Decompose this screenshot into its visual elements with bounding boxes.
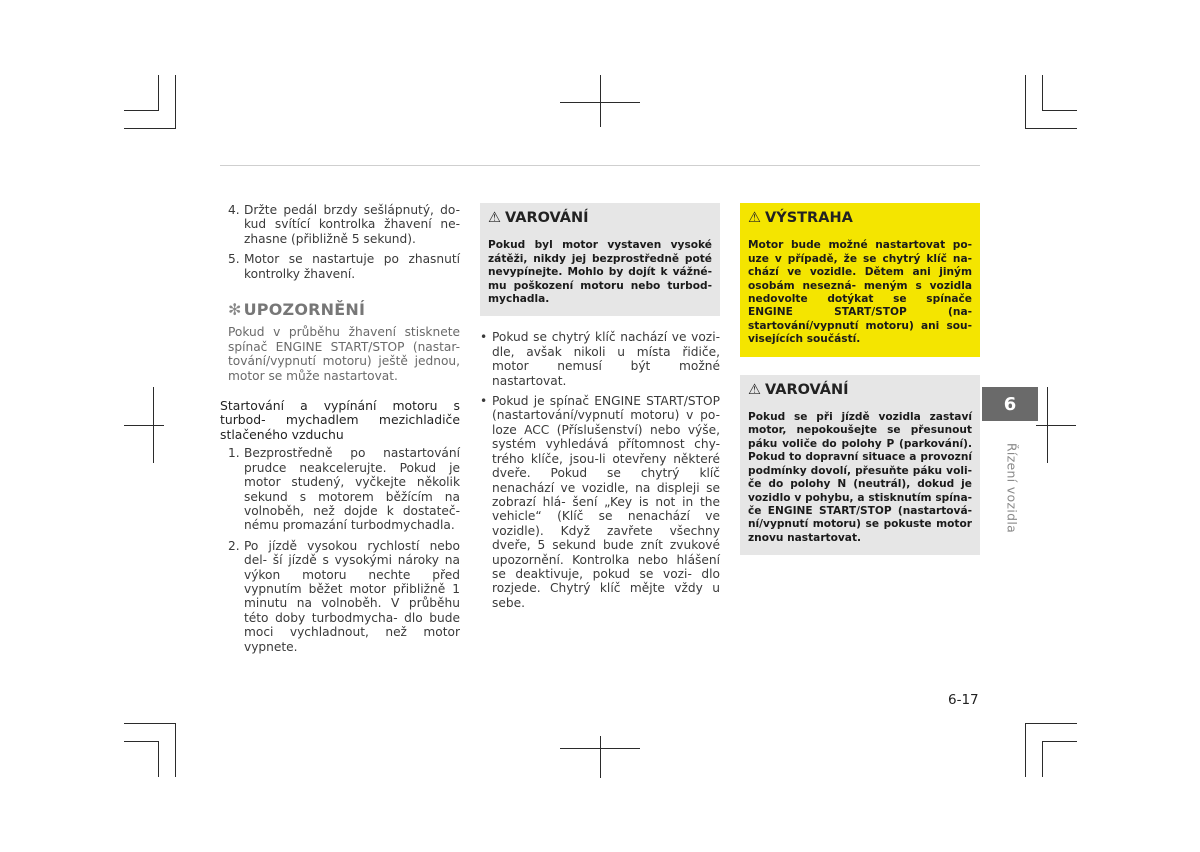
warning-box [480, 203, 720, 316]
crop-mark [1042, 110, 1077, 111]
crop-mark [600, 736, 601, 778]
chapter-title: Řízení vozidla [1004, 442, 1019, 534]
warning-box [740, 375, 980, 555]
notice-text: Pokud v průběhu žhavení stisknete spínač ENGINE START/STOP (nastar- tování/vypnutí motoru) ještě jednou, motor se může nastartovat. [228, 325, 460, 383]
crop-mark [153, 387, 154, 463]
chapter-title-vertical [1004, 438, 1019, 538]
crop-mark [175, 723, 176, 777]
crop-mark [1042, 741, 1043, 777]
middle-column [480, 203, 720, 616]
step-text: Po jízdě vysokou rychlostí nebo del- ší jízdě s vysokými nároky na výkon motoru nechte před vypnutím běžet motor přibližně 1 minutu na volnoběh. V průběhu této doby turbodmycha- dlo bude moci vychladnout, než motor vypnete. [244, 538, 460, 654]
crop-mark [1042, 75, 1043, 111]
section-subheading: Startování a vypínání motoru s turbod- mychadlem mezichladiče stlačeného vzduchu [220, 398, 460, 442]
list-item [228, 446, 460, 532]
steps-list-top [228, 203, 460, 281]
right-column [740, 203, 980, 555]
warning-triangle-icon: ⚠ [748, 210, 761, 226]
warning-title: VAROVÁNÍ [765, 381, 849, 398]
list-item [228, 203, 460, 246]
crop-mark [1047, 387, 1048, 463]
warning-title: VAROVÁNÍ [505, 210, 589, 226]
crop-mark [1025, 723, 1077, 724]
crop-mark [1025, 75, 1026, 129]
list-item: • Pokud se chytrý klíč nachází ve vozi- dle, avšak nikoli u místa řidiče, motor nemusí být možné nastartovat. [480, 330, 720, 388]
left-column [220, 203, 460, 660]
warning-text: Pokud se při jízdě vozidla zastaví motor, nepokoušejte se přesunout páku voliče do polohy P (parkování). Pokud to dopravní situace a provozní podmínky dovolí, přesuňte páku voli- če do polohy N (neutrál), dokud je vozidlo v pohybu, a stisknutím spína- če ENGINE START/STOP (nastartová- ní/vypnutí motoru) se pokuste motor znovu nastartovat. [748, 411, 972, 544]
step-number: 5. [228, 252, 240, 267]
crop-mark [158, 75, 159, 111]
step-text: Bezprostředně po nastartování prudce neakcelerujte. Pokud je motor studený, vyčkejte několik sekund s motorem běžícím na volnoběh, než dojde k dostateč- nému promazání turbodmychadla. [244, 446, 460, 533]
caution-title: VÝSTRAHA [765, 210, 853, 226]
step-number: 4. [228, 203, 240, 217]
crop-mark [1025, 128, 1077, 129]
crop-mark [1042, 741, 1077, 742]
crop-mark [124, 741, 159, 742]
crop-mark [1036, 425, 1076, 426]
asterisk-icon: ✻ [228, 300, 242, 320]
warning-heading [748, 383, 972, 397]
bullet-list [480, 330, 720, 610]
step-number: 2. [228, 538, 240, 553]
notice-heading [228, 300, 460, 320]
crop-mark [124, 110, 159, 111]
list-item: • Pokud je spínač ENGINE START/STOP (nastartování/vypnutí motoru) v po- loze ACC (Příslušenství) nebo výše, systém vyhledává přítomnost chy- trého klíče, jsou-li otevřeny některé dveře. Pokud se chytrý klíč nenachází ve vozidle, na displeji se zobrazí hlá- šení „Key is not in the vehicle“ (Klíč se nenachází ve vozidle). Když zavřete všechny dveře, 5 sekund bude znít zvukové upozornění. Kontrolka nebo hlášení se deaktivuje, pokud se vozi- dlo rozjede. Chytrý klíč mějte vždy u sebe. [480, 394, 720, 610]
list-item [228, 252, 460, 281]
warning-heading [488, 211, 712, 225]
crop-mark [124, 425, 164, 426]
warning-triangle-icon: ⚠ [748, 381, 761, 398]
step-text: Držte pedál brzdy sešlápnutý, do- kud svítící kontrolka žhavení ne- zhasne (přibližně 5 sekund). [244, 203, 460, 246]
step-number: 1. [228, 446, 240, 461]
chapter-number-tab: 6 [982, 387, 1038, 421]
warning-text: Pokud byl motor vystaven vysoké zátěži, nikdy jej bezprostředně poté nevypínejte. Mohlo by dojít k vážné- mu poškození motoru nebo turbod- mychadla. [488, 239, 712, 306]
steps-list-bottom [228, 446, 460, 654]
crop-mark [124, 723, 176, 724]
step-text: Motor se nastartuje po zhasnutí kontrolky žhavení. [244, 252, 460, 281]
crop-mark [124, 128, 176, 129]
crop-mark [1025, 723, 1026, 777]
crop-mark [600, 75, 601, 127]
header-rule [220, 165, 980, 166]
list-item [228, 539, 460, 654]
crop-mark [175, 75, 176, 129]
notice-title: UPOZORNĚNÍ [243, 300, 366, 320]
caution-box [740, 203, 980, 357]
warning-triangle-icon: ⚠ [488, 210, 501, 226]
crop-mark [158, 741, 159, 777]
caution-text: Motor bude možné nastartovat po- uze v případě, že se chytrý klíč na- chází ve vozidle. Dětem ani jiným osobám nesezná- meným s vozidla nedovolte dotýkat se spínače ENGINE START/STOP (na- startování/vypnutí motoru) ani sou- visejících součástí. [748, 239, 972, 346]
caution-heading [748, 211, 972, 225]
page-number: 6-17 [948, 692, 979, 708]
